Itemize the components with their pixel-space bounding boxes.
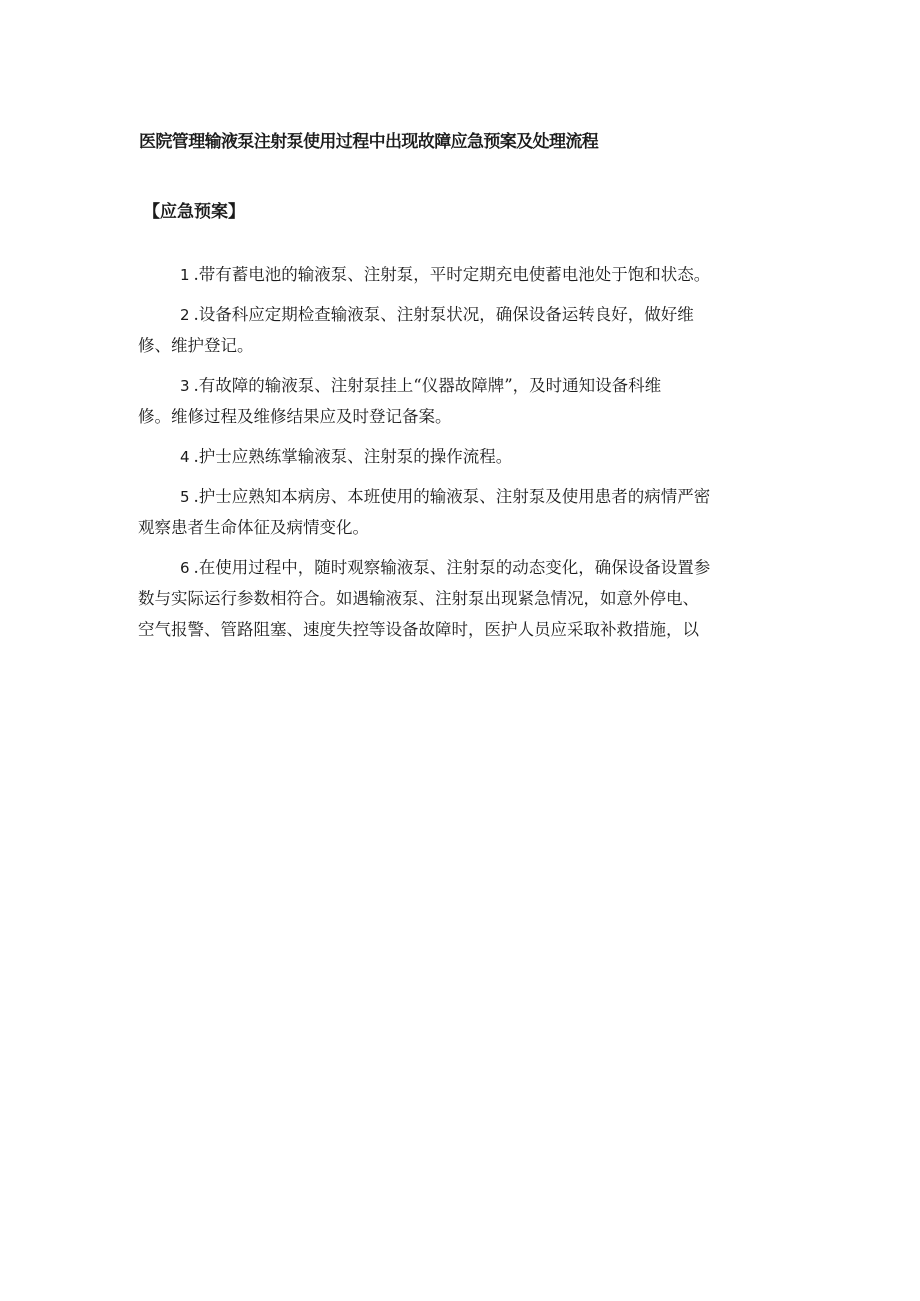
list-item <box>138 481 798 543</box>
item-line <box>138 481 798 512</box>
item-number: 1 <box>180 266 190 284</box>
item-number: 3 <box>180 377 190 395</box>
list-item <box>138 259 798 290</box>
item-text: .有故障的输液泵、注射泵挂上“仪器故障牌”，及时通知设备科维 <box>193 376 662 395</box>
item-text: .设备科应定期检查输液泵、注射泵状况，确保设备运转良好，做好维 <box>193 305 694 324</box>
item-line: 修。维修过程及维修结果应及时登记备案。 <box>138 407 452 426</box>
document-title: 医院管理输液泵注射泵使用过程中出现故障应急预案及处理流程 <box>139 132 599 152</box>
item-number: 2 <box>180 306 190 324</box>
item-text: .护士应熟知本病房、本班使用的输液泵、注射泵及使用患者的病情严密 <box>193 487 711 506</box>
section-heading: 【应急预案】 <box>143 202 245 222</box>
list-item <box>138 370 798 432</box>
item-line: 观察患者生命体征及病情变化。 <box>138 518 369 537</box>
list-item <box>138 552 798 645</box>
item-text: .护士应熟练掌输液泵、注射泵的操作流程。 <box>193 447 513 466</box>
item-text: .带有蓄电池的输液泵、注射泵，平时定期充电使蓄电池处于饱和状态。 <box>193 265 711 284</box>
item-line <box>138 441 798 472</box>
list-item <box>138 441 798 472</box>
emergency-plan-list <box>138 259 798 654</box>
item-number: 4 <box>180 448 190 466</box>
item-line <box>138 259 798 290</box>
list-item <box>138 299 798 361</box>
item-line: 数与实际运行参数相符合。如遇输液泵、注射泵出现紧急情况，如意外停电、 <box>138 589 699 608</box>
item-line: 空气报警、管路阻塞、速度失控等设备故障时，医护人员应采取补救措施，以 <box>138 620 699 639</box>
item-line <box>138 370 798 401</box>
item-line <box>138 552 798 583</box>
item-line: 修、维护登记。 <box>138 336 254 355</box>
item-line <box>138 299 798 330</box>
item-number: 6 <box>180 559 190 577</box>
item-number: 5 <box>180 488 190 506</box>
item-text: .在使用过程中，随时观察输液泵、注射泵的动态变化，确保设备设置参 <box>193 558 711 577</box>
